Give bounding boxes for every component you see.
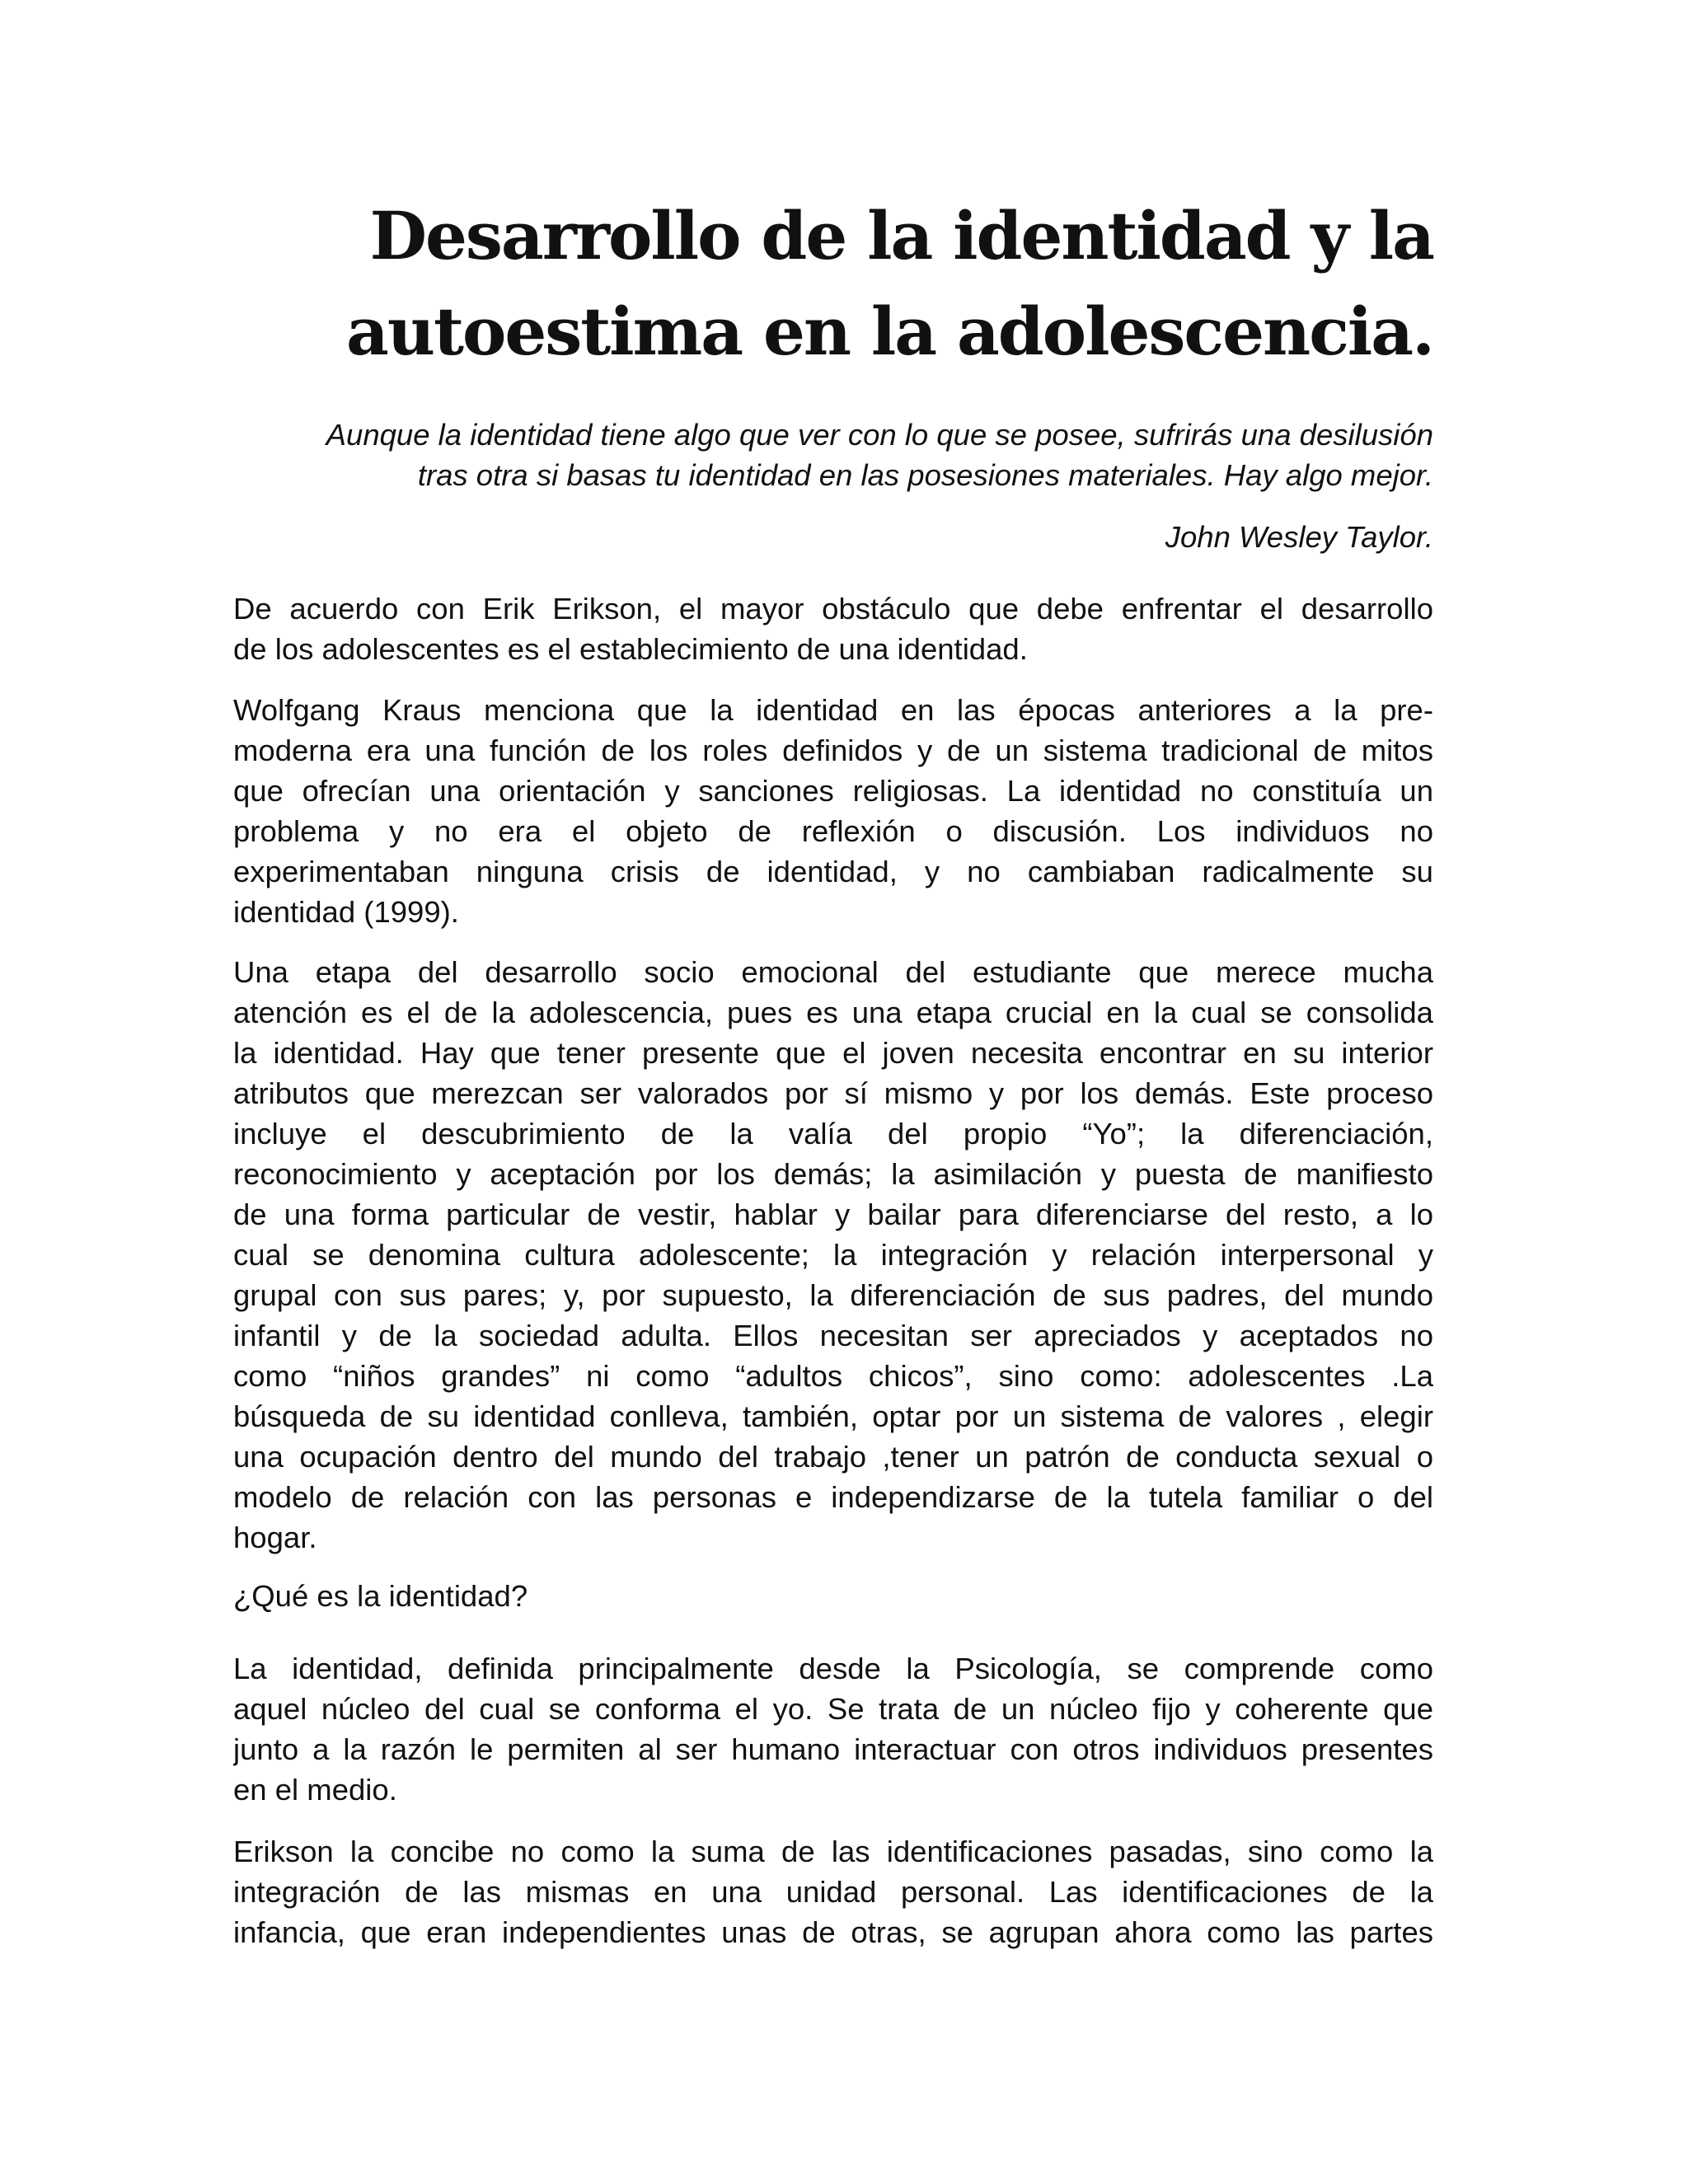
text-line: cual se denomina cultura adolescente; la integración y relación interpersonal y [233, 1238, 1433, 1272]
paragraph-4 [233, 1648, 1433, 1810]
text-line: de una forma particular de vestir, hablar y bailar para diferenciarse del resto, a lo [233, 1197, 1433, 1231]
text-line: La identidad, definida principalmente desde la Psicología, se comprende como [233, 1652, 1433, 1685]
text-line: problema y no era el objeto de reflexión o discusión. Los individuos no [233, 814, 1433, 848]
title-line-1: Desarrollo de la identidad y la [369, 197, 1433, 274]
text-line: integración de las mismas en una unidad personal. Las identificaciones de la [233, 1875, 1433, 1909]
text-line: identidad (1999). [233, 895, 459, 929]
text-line: grupal con sus pares; y, por supuesto, la diferenciación de sus padres, del mundo [233, 1278, 1433, 1312]
text-line: que ofrecían una orientación y sanciones religiosas. La identidad no constituía un [233, 774, 1433, 808]
epigraph-line-1: Aunque la identidad tiene algo que ver con lo que se posee, sufrirás una desilusión [326, 418, 1433, 452]
paragraph-2 [233, 690, 1433, 932]
text-line: experimentaban ninguna crisis de identidad, y no cambiaban radicalmente su [233, 855, 1433, 888]
text-line: moderna era una función de los roles definidos y de un sistema tradicional de mitos [233, 733, 1433, 767]
text-line: como “niños grandes” ni como “adultos chicos”, sino como: adolescentes .La [233, 1359, 1433, 1393]
text-line: Una etapa del desarrollo socio emocional del estudiante que merece mucha [233, 955, 1433, 989]
text-line: infantil y de la sociedad adulta. Ellos necesitan ser apreciados y aceptados no [233, 1319, 1433, 1352]
section-heading: ¿Qué es la identidad? [233, 1579, 528, 1613]
text-line: búsqueda de su identidad conlleva, también, optar por un sistema de valores , elegir [233, 1399, 1433, 1433]
text-line: hogar. [233, 1521, 317, 1554]
text-line: una ocupación dentro del mundo del trabajo ,tener un patrón de conducta sexual o [233, 1440, 1433, 1474]
text-line: incluye el descubrimiento de la valía del propio “Yo”; la diferenciación, [233, 1117, 1433, 1151]
text-line: aquel núcleo del cual se conforma el yo. Se trata de un núcleo fijo y coherente que [233, 1692, 1433, 1726]
text-line: infancia, que eran independientes unas de otras, se agrupan ahora como las partes [233, 1915, 1433, 1949]
text-line: de los adolescentes es el establecimiento de una identidad. [233, 632, 1028, 666]
text-line: en el medio. [233, 1773, 397, 1807]
text-line: atención es el de la adolescencia, pues es una etapa crucial en la cual se consolida [233, 996, 1433, 1029]
text-line: De acuerdo con Erik Erikson, el mayor obstáculo que debe enfrentar el desarrollo [233, 592, 1433, 626]
text-line: atributos que merezcan ser valorados por sí mismo y por los demás. Este proceso [233, 1076, 1433, 1110]
text-line: Erikson la concibe no como la suma de las identificaciones pasadas, sino como la [233, 1835, 1433, 1868]
text-line: la identidad. Hay que tener presente que el joven necesita encontrar en su interior [233, 1036, 1433, 1070]
text-line: Wolfgang Kraus menciona que la identidad en las épocas anteriores a la pre- [233, 693, 1433, 727]
paragraph-3 [233, 952, 1433, 1558]
epigraph-author: John Wesley Taylor. [1165, 520, 1433, 554]
text-line: junto a la razón le permiten al ser humano interactuar con otros individuos presentes [233, 1732, 1433, 1766]
title-line-2: autoestima en la adolescencia. [346, 293, 1433, 370]
paragraph-1 [233, 588, 1433, 669]
paragraph-5 [233, 1831, 1433, 1952]
epigraph-quote [233, 415, 1433, 495]
text-line: modelo de relación con las personas e independizarse de la tutela familiar o del [233, 1480, 1433, 1514]
text-line: reconocimiento y aceptación por los demás; la asimilación y puesta de manifiesto [233, 1157, 1433, 1191]
document-title [233, 188, 1433, 379]
epigraph-line-2: tras otra si basas tu identidad en las posesiones materiales. Hay algo mejor. [417, 458, 1433, 492]
